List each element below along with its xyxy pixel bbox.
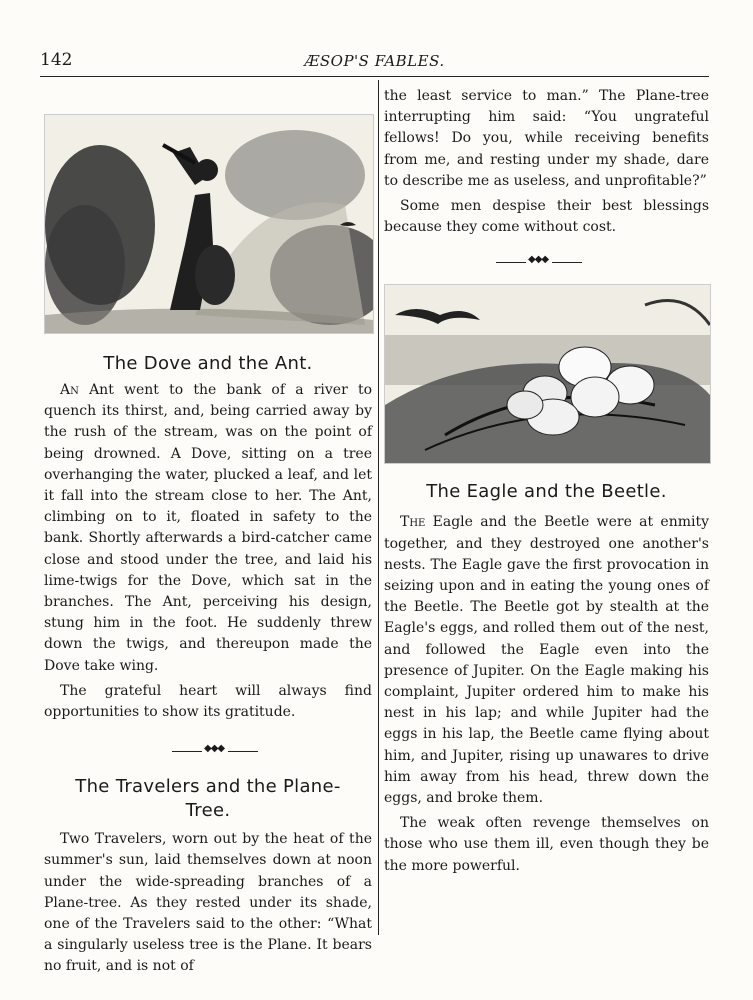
page-header <box>40 48 709 74</box>
story-title-dove-ant: The Dove and the Ant. <box>103 353 313 374</box>
moral-travelers: Some men despise their best blessings because they come without cost. <box>384 198 709 236</box>
eagle-nest-eggs-illustration <box>384 284 711 464</box>
column-divider <box>378 80 379 935</box>
dropcap-eagle-beetle: The <box>400 514 426 531</box>
section-ornament <box>44 745 372 759</box>
left-column <box>44 86 372 978</box>
page-number: 142 <box>40 50 73 70</box>
story-body-dove-ant <box>44 380 372 677</box>
body-text-dove-ant: Ant went to the bank of a river to quench its thirst, and, being carried away by the rush of the stream, was on the point of being drowned. A Dove, sitting on a tree overhanging the water, plucked a leaf, and let it fall into the stream close to her. The Ant, climbing on to it, floated in safety to the bank. Shortly afterwards a bird-catcher came close and stood under the tree, and laid his lime-twigs for the Dove, which sat in the branches. The Ant, perceiving his design, stung him in the foot. He suddenly threw down the twigs, and thereupon made the Dove take wing. <box>44 382 373 674</box>
moral-eagle-beetle: The weak often revenge themselves on those who use them ill, even though they be the more powerful. <box>384 815 709 874</box>
story-body-eagle-beetle <box>384 512 709 809</box>
story-title-eagle-beetle: The Eagle and the Beetle. <box>426 481 667 503</box>
story-body-travelers-continued: the least service to man.” The Plane-tree interrupting him said: “You ungrateful fellows! Do you, while receiving benefits from me, and resting under my shade, dare to describe me as useless, and unprofitable?” <box>384 88 709 189</box>
right-column <box>384 86 709 877</box>
moral-dove-ant: The grateful heart will always find opportunities to show its gratitude. <box>44 682 372 721</box>
hunter-aiming-illustration <box>44 114 374 334</box>
section-ornament <box>384 256 709 270</box>
story-body-travelers: Two Travelers, worn out by the heat of the summer's sun, laid themselves down at noon under the wide-spreading branches of a Plane-tree. As they rested under its shade, one of the Travelers said to the other: “What a singularly useless tree is the Plane. It bears no fruit, and is not of <box>44 831 372 975</box>
diamond-dots-icon: ◆◆◆ <box>528 254 549 266</box>
story-title-travelers-line1: The Travelers and the Plane- <box>75 776 341 798</box>
story-title-travelers-line2: Tree. <box>185 800 231 822</box>
body-text-eagle-beetle: Eagle and the Beetle were at enmity together, and they destroyed one another's nests. The Eagle gave the first provocation in seizing upon and in eating the young ones of the Beetle. The Beetle got by stealth at the Eagle's eggs, and rolled them out of the nest, and followed the Eagle even into the presence of Jupiter. On the Eagle making his complaint, Jupiter ordered him to make his nest in his lap; and while Jupiter had the eggs in his lap, the Beetle came flying about him, and Jupiter, rising up unawares to drive him away from his head, threw down the eggs, and broke them. <box>384 514 709 807</box>
story-title-travelers <box>44 775 372 823</box>
header-rule <box>40 76 709 77</box>
diamond-dots-icon: ◆◆◆ <box>204 743 225 755</box>
running-title: ÆSOP'S FABLES. <box>304 52 445 70</box>
dropcap-dove-ant: An <box>60 382 79 398</box>
